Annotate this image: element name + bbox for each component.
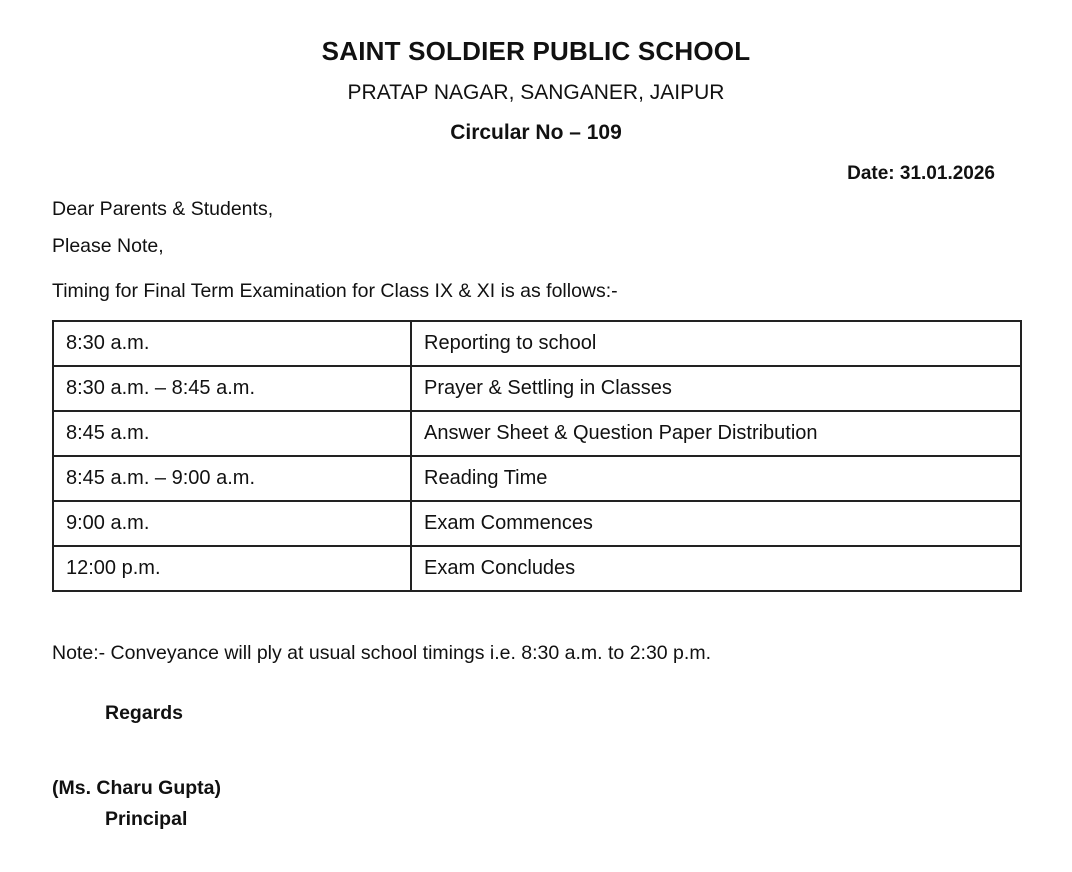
time-cell: 8:45 a.m. – 9:00 a.m. xyxy=(53,456,411,501)
table-row xyxy=(53,456,1021,501)
activity-cell: Answer Sheet & Question Paper Distribution xyxy=(411,411,1021,456)
please-note-line: Please Note, xyxy=(52,235,164,257)
signatory-name: (Ms. Charu Gupta) xyxy=(52,777,221,799)
table-row xyxy=(53,546,1021,591)
time-cell: 12:00 p.m. xyxy=(53,546,411,591)
school-name: SAINT SOLDIER PUBLIC SCHOOL xyxy=(321,36,751,66)
activity-cell: Exam Concludes xyxy=(411,546,1021,591)
date-line: Date: 31.01.2026 xyxy=(847,163,995,184)
activity-cell: Reporting to school xyxy=(411,321,1021,366)
greeting-line: Dear Parents & Students, xyxy=(52,198,274,220)
activity-cell: Prayer & Settling in Classes xyxy=(411,366,1021,411)
time-cell: 9:00 a.m. xyxy=(53,501,411,546)
exam-timing-table-body xyxy=(53,321,1021,591)
time-cell: 8:45 a.m. xyxy=(53,411,411,456)
table-row xyxy=(53,411,1021,456)
circular-number: Circular No – 109 xyxy=(450,121,622,144)
regards-line: Regards xyxy=(105,702,184,724)
time-cell: 8:30 a.m. – 8:45 a.m. xyxy=(53,366,411,411)
timing-intro-line: Timing for Final Term Examination for Class IX & XI is as follows:- xyxy=(52,280,618,302)
table-row xyxy=(53,321,1021,366)
signatory-designation: Principal xyxy=(105,808,188,830)
document-header xyxy=(0,0,1072,145)
time-cell: 8:30 a.m. xyxy=(53,321,411,366)
activity-cell: Reading Time xyxy=(411,456,1021,501)
conveyance-note: Note:- Conveyance will ply at usual school timings i.e. 8:30 a.m. to 2:30 p.m. xyxy=(52,642,711,664)
table-row xyxy=(53,501,1021,546)
exam-timing-table xyxy=(52,320,1022,592)
table-row xyxy=(53,366,1021,411)
activity-cell: Exam Commences xyxy=(411,501,1021,546)
school-address: PRATAP NAGAR, SANGANER, JAIPUR xyxy=(347,81,725,104)
